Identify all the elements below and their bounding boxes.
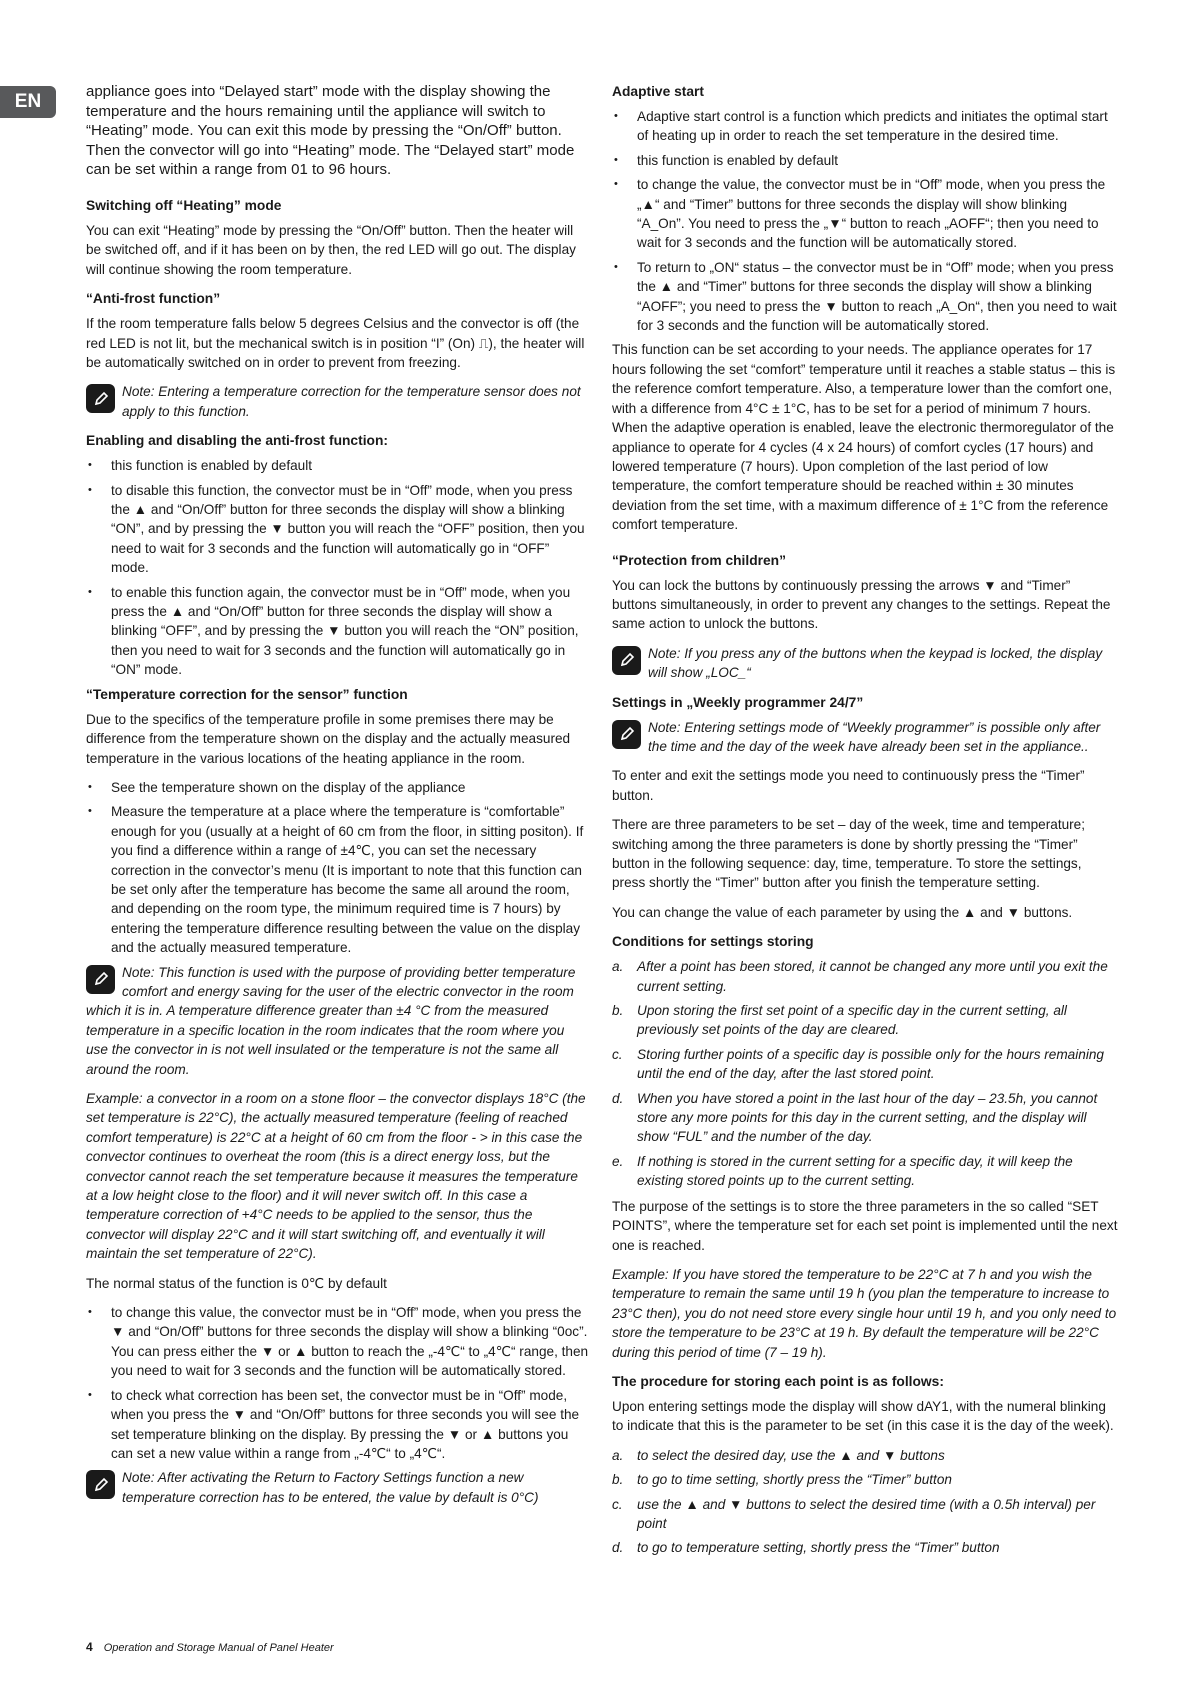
list-item: • this function is enabled by default (86, 456, 589, 475)
weekly-programmer-heading: Settings in „Weekly programmer 24/7” (612, 694, 864, 710)
enabling-list (86, 456, 589, 679)
anti-frost-text: If the room temperature falls below 5 degrees Celsius and the convector is off (the red LED is not lit, but the mechanical switch is in position “I” (On) ⎍), the heater will be automatically switched on in order to prevent from freezing. (86, 316, 585, 370)
conditions-heading: Conditions for settings storing (612, 934, 814, 950)
normal-status-text: The normal status of the function is 0℃ by default (86, 1275, 387, 1291)
note-text: Note: After activating the Return to Factory Settings function a new temperature correction has to be entered, the value by default is 0°C) (122, 1470, 539, 1505)
page-footer (86, 1640, 334, 1654)
pencil-icon (612, 720, 641, 749)
adaptive-start-text: This function can be set according to your needs. The appliance operates for 17 hours following the set “comfort” temperature until it reaches a stable status – this is the reference comfort temperature. Also, a temperature lower than the comfort one, with a difference from 4°C ± 1°C, has to be set for a period of minimum 7 hours. When the adaptive operation is enabled, leave the electronic thermoregulator of the appliance to operate for 4 cycles (4 x 24 hours) of comfort cycles (17 hours) and lowered temperature (7 hours). Upon completion of the last period of low temperature, the comfort temperature should be reached within ± 30 minutes deviation from the set time, with a maximum difference of ± 1°C from the reference comfort temperature. (612, 342, 1116, 533)
note-text: Note: Entering settings mode of “Weekly programmer” is possible only after the time and the day of the week have already been set in the appliance.. (648, 719, 1101, 754)
parameters-text: There are three parameters to be set – day of the week, time and temperature; switching among the three parameters is done by shortly pressing the “Timer” button in the following sequence: day, time, temperature. To store the settings, press shortly the “Timer” button after you finish the temperature setting. (612, 817, 1086, 891)
list-item: a. After a point has been stored, it cannot be changed any more until you exit the current setting. (612, 959, 1108, 994)
list-item: a. to select the desired day, use the ▲ and ▼ buttons (612, 1447, 945, 1463)
adaptive-start-heading: Adaptive start (612, 84, 705, 99)
list-item: • Adaptive start control is a function which predicts and initiates the optimal start of heating up in order to reach the set temperature in the desired time. (612, 107, 1118, 146)
list-item: • to change the value, the convector must be in “Off” mode, when you press the „▲“ and “Timer” buttons for three seconds the display will show blinking “A_On”. You need to press the „▼“ button to reach „AOFF“; then you need to wait for 3 seconds and the function will be automatically stored. (612, 175, 1118, 253)
note-box (86, 963, 589, 1079)
list-item: • To return to „ON“ status – the convector must be in “Off” mode; when you press the ▲ and “Timer” buttons for three seconds the display will show a blinking “AOFF”; you need to press the ▼ button to reach „A_On“, then you need to wait for 3 seconds and the function will be automatically stored. (612, 258, 1118, 336)
list-item: d. to go to temperature setting, shortly press the “Timer” button (612, 1540, 1000, 1556)
list-item: • to change this value, the convector must be in “Off” mode, when you press the ▼ and “On/Off” buttons for three seconds the display will show a blinking “0oc”. You can press either the ▼ or ▲ button to reach the „-4℃“ to „4℃“ range, then you need to wait for 3 seconds and the function will be automatically stored. (86, 1303, 589, 1381)
anti-frost-heading: “Anti-frost function” (86, 291, 221, 307)
enabling-heading: Enabling and disabling the anti-frost function: (86, 433, 388, 449)
enter-settings-text: To enter and exit the settings mode you need to continuously press the “Timer” button. (612, 768, 1085, 803)
note-text: Note: This function is used with the purpose of providing better temperature comfort and energy saving for the user of the electric convector in the room which it is in. A temperature difference greater than ±4 °C from the measured temperature in a specific location in the room indicates that the room where you use the convector in is not well insulated or the temperature is not the same all around the room. (86, 964, 576, 1077)
conditions-list (612, 957, 1118, 1190)
note-box (612, 644, 1118, 683)
procedure-heading: The procedure for storing each point is as follows: (612, 1373, 944, 1389)
procedure-text: Upon entering settings mode the display will show dAY1, with the numeral blinking to indicate that this is the parameter to be set (in this case it is the day of the week). (612, 1398, 1114, 1434)
intro-paragraph: appliance goes into “Delayed start” mode with the display showing the temperature and the hours remaining until the appliance will switch to “Heating” mode. You can exit this mode by pressing the “On/Off” button. Then the convector will go into “Heating” mode. The “Delayed start” mode can be set within a range from 01 to 96 hours. (86, 83, 575, 179)
list-item: • Measure the temperature at a place where the temperature is “comfortable” enough for you (usually at a height of 60 cm from the floor, in sitting positon). If you find a difference within a range of ±4℃, you can set the necessary correction in the convector’s menu (It is important to note that this function can be set only after the temperature has become the same all around the room, and depending on the room type, the minimum required time is 7 hours) by entering the temperature difference resulting between the value on the display and the actually measured temperature. (86, 802, 589, 957)
list-item: b. to go to time setting, shortly press the “Timer” button (612, 1472, 952, 1488)
list-item: b. Upon storing the first set point of a specific day in the current setting, all previously set points of the day are cleared. (612, 1003, 1067, 1038)
pencil-icon (86, 384, 115, 413)
switching-off-text: You can exit “Heating” mode by pressing the “On/Off” button. Then the heater will be switched off, and if it has been on by then, the red LED will go out. The display will continue showing the room temperature. (86, 222, 576, 277)
list-item: • to check what correction has been set, the convector must be in “Off” mode, when you press the ▼ and “On/Off” buttons for three seconds you will see the set temperature blinking on the display. By pressing the ▼ or ▲ buttons you can set a new value within a range from „-4℃“ to „4℃“. (86, 1386, 589, 1464)
temp-correction-text: Due to the specifics of the temperature profile in some premises there may be difference from the temperature shown on the display and the actually measured temperature in the various locations of the heating appliance in the room. (86, 711, 571, 766)
list-item: • to disable this function, the convector must be in “Off” mode, when you press the ▲ and “On/Off” button for three seconds the display will show a blinking “ON”, and by pressing the ▼ button you will reach the “OFF” position, then you need to wait for 3 seconds and the function will automatically go in “OFF” mode. (86, 481, 589, 578)
procedure-list (612, 1446, 1118, 1558)
purpose-text: The purpose of the settings is to store the three parameters in the so called “SET POINTS”, where the temperature set for each set point is implemented until the next one is reached. (612, 1198, 1118, 1253)
list-item: • See the temperature shown on the display of the appliance (86, 778, 589, 797)
child-protection-heading: “Protection from children” (612, 552, 787, 568)
list-item: • this function is enabled by default (612, 151, 1118, 170)
list-item: e. If nothing is stored in the current setting for a specific day, it will keep the existing stored points up to the current setting. (612, 1153, 1073, 1189)
page-number: 4 (86, 1640, 93, 1654)
note-box (86, 1468, 589, 1507)
left-column (86, 82, 589, 1517)
note-box (86, 382, 589, 421)
note-text: Note: If you press any of the buttons when the keypad is locked, the display will show „LOC_“ (648, 645, 1103, 681)
note-text: Note: Entering a temperature correction for the temperature sensor does not apply to this function. (122, 384, 581, 419)
list-item: • to enable this function again, the convector must be in “Off” mode, when you press the ▲ and “On/Off” button for three seconds the display will show a blinking “OFF”, and by pressing the ▼ button you will reach the “ON” position, then you need to wait for 3 seconds and the function will automatically go in “ON” mode. (86, 583, 589, 680)
right-column (612, 82, 1118, 1564)
footer-title: Operation and Storage Manual of Panel Heater (103, 1642, 334, 1654)
change-value-text: You can change the value of each parameter by using the ▲ and ▼ buttons. (612, 904, 1073, 920)
pencil-icon (86, 1470, 115, 1499)
note-box (612, 718, 1118, 757)
list-item: d. When you have stored a point in the last hour of the day – 23.5h, you cannot store any more points for this day in the current setting, and the display will show “FUL” and the number of the day. (612, 1090, 1098, 1145)
list-item: c. Storing further points of a specific day is possible only for the hours remaining until the end of the day, after the last stored point. (612, 1046, 1104, 1082)
change-value-list (86, 1303, 589, 1463)
example-paragraph: Example: If you have stored the temperature to be 22°C at 7 h and you wish the temperature to remain the same until 19 h (you plan the temperature to increase to 23°C then), you do not need store every single hour until 19 h, and you only need to store the temperature to be 23°C at 19 h. By default the temperature will be 22°C during this period of time (7 – 19 h). (612, 1266, 1117, 1360)
switching-off-heading: Switching off “Heating” mode (86, 197, 282, 213)
adaptive-start-list (612, 107, 1118, 335)
pencil-icon (612, 646, 641, 675)
list-item: c. use the ▲ and ▼ buttons to select the desired time (with a 0.5h interval) per point (612, 1496, 1096, 1531)
example-paragraph: Example: a convector in a room on a stone floor – the convector displays 18°C (the set temperature is 22°C), the actually measured temperature (feeling of reached comfort temperature) is 22°C at a height of 60 cm from the floor - > in this case the convector continues to overheat the room (this is a direct energy loss, but the convector cannot reach the set temperature because it measures the temperature at a low height close to the floor) and it will never switch off. In this case a temperature correction of +4°C needs to be applied to the sensor, thus the convector will display 22°C and it will start switching off, and eventually it will maintain the set temperature of 22°C). (86, 1091, 586, 1262)
temp-correction-list (86, 778, 589, 958)
child-protection-text: You can lock the buttons by continuously pressing the arrows ▼ and “Timer” buttons simultaneously, in order to prevent any changes to the settings. Repeat the same action to unlock the buttons. (612, 577, 1111, 632)
temp-correction-heading: “Temperature correction for the sensor” function (86, 686, 408, 702)
language-tab: EN (0, 86, 56, 118)
pencil-icon (86, 965, 115, 994)
